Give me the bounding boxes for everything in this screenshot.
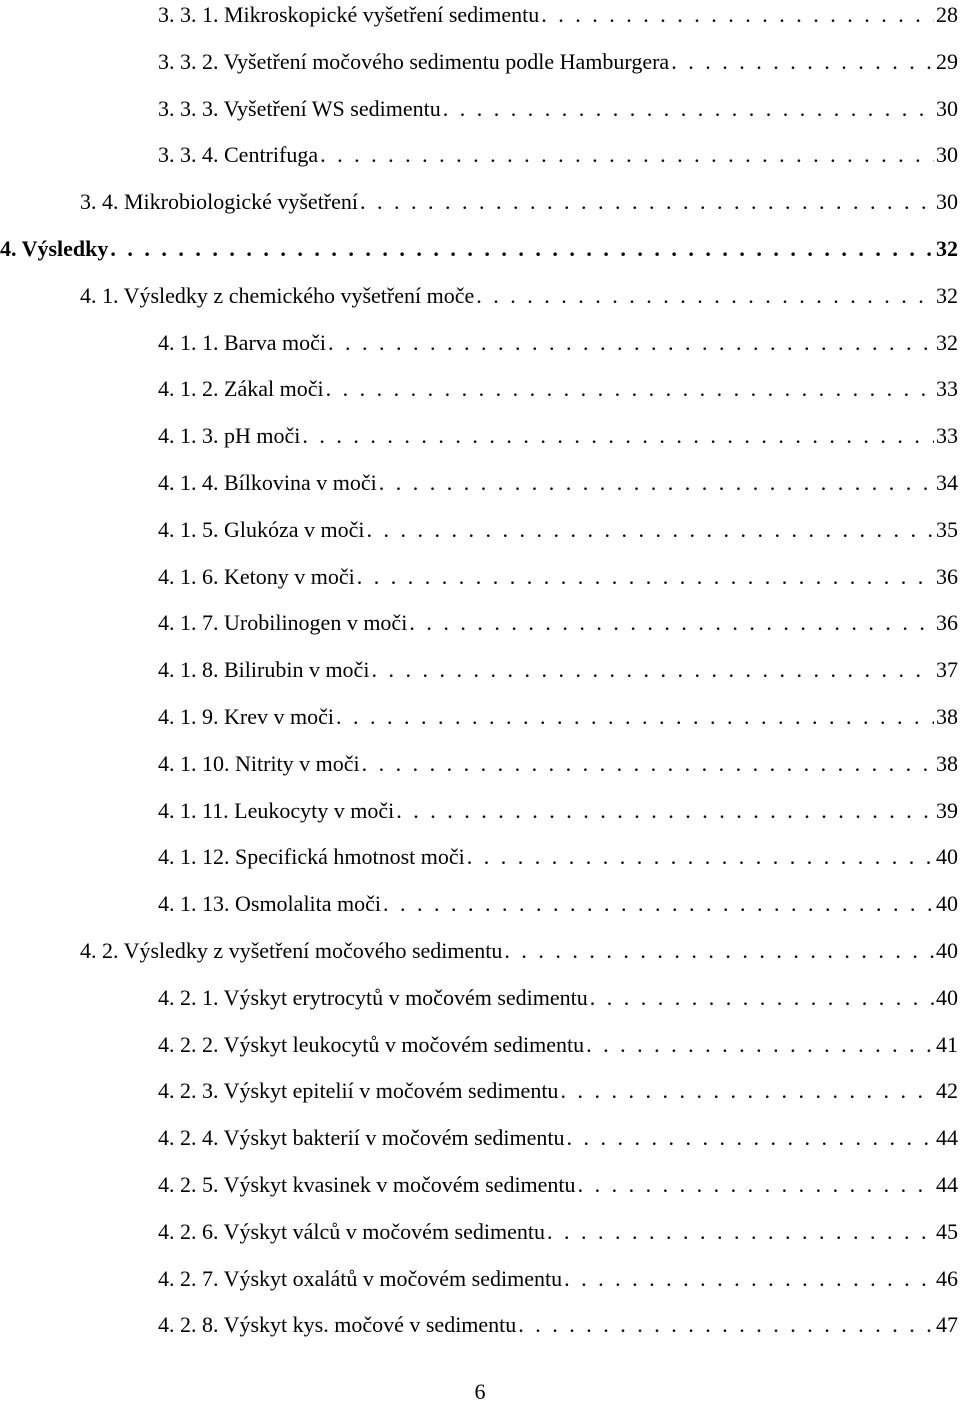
toc-entry-page: 44 <box>936 1125 958 1151</box>
toc-dot-leader <box>367 515 934 545</box>
toc-entry-title: 4. 1. 10. Nitrity v moči <box>158 750 360 776</box>
toc-entry[interactable] <box>158 608 958 638</box>
toc-dot-leader <box>328 328 934 358</box>
toc-dot-leader <box>383 889 934 919</box>
toc-entry-title: 4. 1. 11. Leukocyty v moči <box>158 797 395 823</box>
toc-entry-page: 41 <box>936 1031 958 1057</box>
toc-entry-page: 35 <box>936 516 958 542</box>
toc-entry-title: 3. 3. 1. Mikroskopické vyšetření sedimentu <box>158 2 540 27</box>
toc-entry-page: 39 <box>936 797 958 823</box>
toc-entry[interactable] <box>158 749 958 779</box>
toc-entry-title: 4. 2. 2. Výskyt leukocytů v močovém sedimentu <box>158 1031 585 1057</box>
toc-entry-title: 4. 1. 3. pH moči <box>158 423 301 449</box>
toc-entry-title: 4. 1. 13. Osmolalita moči <box>158 891 382 917</box>
toc-entry-title: 3. 3. 2. Vyšetření močového sedimentu podle Hamburgera <box>158 48 670 74</box>
toc-entry-page: 40 <box>936 984 958 1010</box>
toc-entry-title: 4. 1. 6. Ketony v moči <box>158 563 355 589</box>
toc-entry[interactable] <box>158 655 958 685</box>
toc-entry-page: 38 <box>936 704 958 729</box>
toc-entry-title: 4. 2. 8. Výskyt kys. močové v sedimentu <box>158 1312 517 1338</box>
toc-entry-page: 45 <box>936 1218 958 1244</box>
toc-dot-leader <box>320 140 934 170</box>
toc-dot-leader <box>326 374 934 404</box>
toc-dot-leader <box>371 655 934 685</box>
toc-dot-leader <box>443 94 934 124</box>
toc-dot-leader <box>541 0 934 30</box>
toc-entry-title: 4. 2. 3. Výskyt epitelií v močovém sedimentu <box>158 1078 559 1104</box>
toc-dot-leader <box>547 1217 934 1247</box>
toc-entry[interactable] <box>158 47 958 77</box>
toc-entry-title: 4. 2. 7. Výskyt oxalátů v močovém sedimentu <box>158 1265 563 1291</box>
toc-entry-title: 4. 1. 1. Barva moči <box>158 329 327 355</box>
toc-entry[interactable] <box>158 1264 958 1294</box>
toc-entry[interactable] <box>158 94 958 124</box>
toc-dot-leader <box>560 1076 934 1106</box>
toc-entry[interactable] <box>158 1076 958 1106</box>
toc-dot-leader <box>564 1264 934 1294</box>
toc-entry-page: 33 <box>936 376 958 402</box>
toc-entry-page: 28 <box>936 2 958 27</box>
toc-entry[interactable] <box>158 0 958 30</box>
toc-entry[interactable] <box>80 187 958 217</box>
toc-entry-title: 4. 2. 5. Výskyt kvasinek v močovém sedimentu <box>158 1172 576 1197</box>
toc-entry[interactable] <box>158 889 958 919</box>
toc-dot-leader <box>586 1030 934 1060</box>
toc-entry-title: 3. 3. 4. Centrifuga <box>158 142 319 168</box>
toc-entry-page: 32 <box>936 329 958 355</box>
toc-dot-leader <box>362 749 934 779</box>
toc-dot-leader <box>409 608 934 638</box>
toc-entry-title: 4. 1. 9. Krev v moči <box>158 704 334 729</box>
toc-entry-page: 32 <box>936 236 958 261</box>
toc-entry-page: 30 <box>936 189 958 215</box>
toc-entry-title: 4. 1. 2. Zákal moči <box>158 376 324 402</box>
toc-entry-page: 40 <box>936 891 958 917</box>
toc-entry-page: 40 <box>936 844 958 870</box>
toc-dot-leader <box>504 936 934 966</box>
toc-entry-title: 4. 2. 6. Výskyt válců v močovém sedimentu <box>158 1218 545 1244</box>
toc-entry[interactable] <box>158 983 958 1013</box>
toc-dot-leader <box>467 842 934 872</box>
toc-dot-leader <box>379 468 934 498</box>
toc-entry-page: 47 <box>936 1312 958 1338</box>
toc-entry-page: 30 <box>936 95 958 121</box>
toc-entry[interactable] <box>158 1310 958 1340</box>
toc-entry[interactable] <box>158 1030 958 1060</box>
toc-dot-leader <box>518 1310 934 1340</box>
toc-entry-title: 4. 2. 4. Výskyt bakterií v močovém sedimentu <box>158 1125 565 1151</box>
toc-entry-page: 29 <box>936 48 958 74</box>
toc-entry-title: 4. 2. Výsledky z vyšetření močového sedimentu <box>80 938 503 963</box>
toc-dot-leader <box>302 421 934 451</box>
toc-entry-title: 4. 1. Výsledky z chemického vyšetření moče <box>80 282 475 308</box>
toc-dot-leader <box>360 187 934 217</box>
toc-entry[interactable] <box>158 328 958 358</box>
toc-entry-title: 4. 2. 1. Výskyt erytrocytů v močovém sedimentu <box>158 984 588 1010</box>
toc-dot-leader <box>396 796 934 826</box>
toc-dot-leader <box>590 983 934 1013</box>
toc-dot-leader <box>336 702 934 732</box>
toc-dot-leader <box>567 1123 934 1153</box>
toc-entry-page: 34 <box>936 470 958 495</box>
toc-entry-page: 30 <box>936 142 958 168</box>
toc-entry[interactable] <box>0 234 958 264</box>
toc-entry-page: 33 <box>936 423 958 449</box>
toc-entry-page: 36 <box>936 563 958 589</box>
toc-dot-leader <box>476 281 934 311</box>
toc-entry-page: 32 <box>936 282 958 308</box>
toc-entry-title: 4. Výsledky <box>0 236 109 261</box>
toc-entry[interactable] <box>158 140 958 170</box>
toc-entry-page: 42 <box>936 1078 958 1104</box>
toc-entry[interactable] <box>158 562 958 592</box>
toc-entry[interactable] <box>158 374 958 404</box>
toc-entry-title: 3. 3. 3. Vyšetření WS sedimentu <box>158 95 441 121</box>
toc-entry[interactable] <box>158 1170 958 1200</box>
toc-entry-page: 38 <box>936 750 958 776</box>
toc-entry-title: 4. 1. 5. Glukóza v moči <box>158 516 365 542</box>
toc-entry[interactable] <box>158 1217 958 1247</box>
toc-entry[interactable] <box>80 936 958 966</box>
page-number: 6 <box>474 1379 486 1404</box>
toc-entry-page: 44 <box>936 1172 958 1197</box>
toc-entry[interactable] <box>158 796 958 826</box>
toc-entry-title: 4. 1. 12. Specifická hmotnost moči <box>158 844 465 870</box>
toc-entry-title: 4. 1. 4. Bílkovina v moči <box>158 470 377 495</box>
toc-entry[interactable] <box>158 842 958 872</box>
toc-entry[interactable] <box>158 1123 958 1153</box>
toc-dot-leader <box>110 234 934 264</box>
toc-dot-leader <box>357 562 934 592</box>
toc-entry[interactable] <box>80 281 958 311</box>
toc-entry-title: 4. 1. 8. Bilirubin v moči <box>158 657 370 683</box>
toc-dot-leader <box>578 1170 934 1200</box>
toc-entry[interactable] <box>158 515 958 545</box>
toc-entry[interactable] <box>158 468 958 498</box>
toc-entry-page: 37 <box>936 657 958 683</box>
toc-entry[interactable] <box>158 702 958 732</box>
toc-entry-title: 3. 4. Mikrobiologické vyšetření <box>80 189 359 215</box>
toc-entry-page: 46 <box>936 1265 958 1291</box>
toc-dot-leader <box>671 47 934 77</box>
toc-entry-page: 36 <box>936 610 958 636</box>
toc-entry[interactable] <box>158 421 958 451</box>
toc-entry-title: 4. 1. 7. Urobilinogen v moči <box>158 610 408 636</box>
toc-entry-page: 40 <box>936 938 958 963</box>
